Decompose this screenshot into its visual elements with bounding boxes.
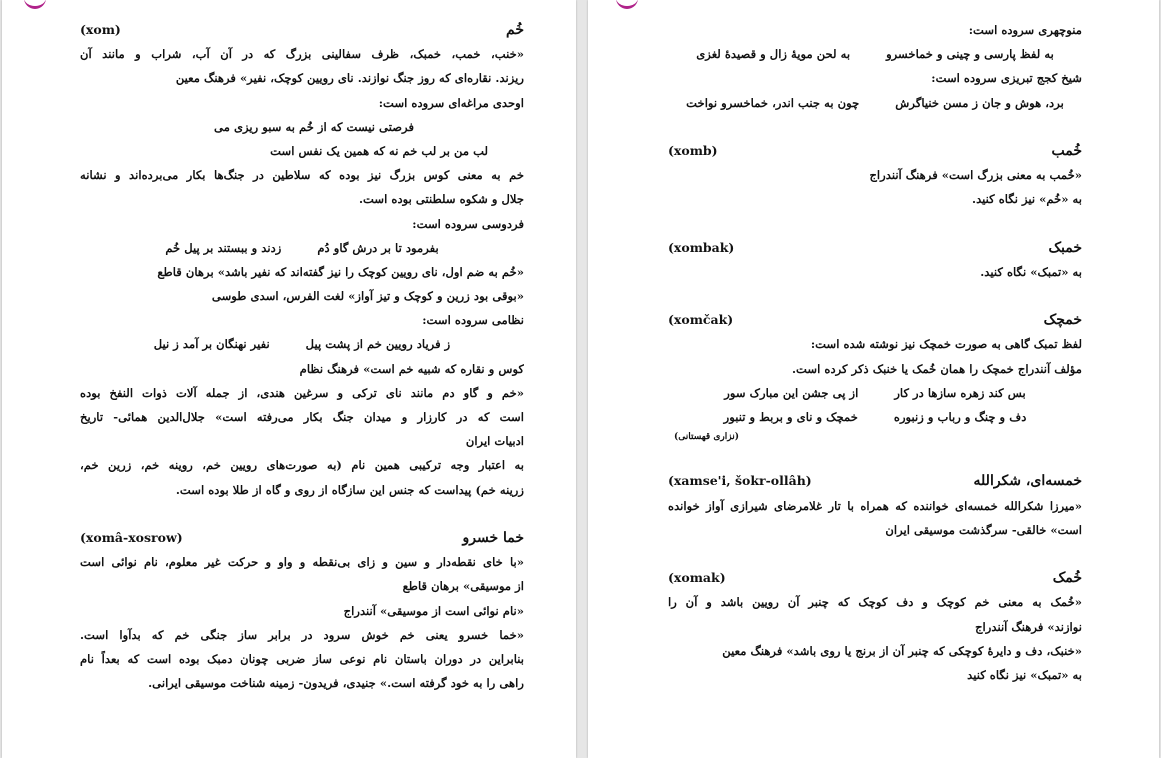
verse-hemistich: بفرمود تا بر درش گاو دُم	[317, 240, 439, 255]
body-line: «میرزا شکرالله خمسه‌ای خواننده که همراه با تار غلامرضای شیرازی آواز خوانده	[668, 498, 1082, 513]
verse-hemistich: به لفظ پارسی و چینی و خماخسرو	[886, 47, 1054, 62]
entry-heading	[668, 308, 1082, 332]
body-line: «خُمک به معنی خم کوچک و دف کوچک که چنبر آن رویین باشد و آن را	[668, 595, 1082, 610]
verse-hemistich: چون به جنب اندر، خماخسرو نواخت	[686, 95, 860, 110]
verse-line: لب من بر لب خم نه که همین یک نفس است	[270, 143, 488, 158]
entry-heading	[668, 236, 1082, 260]
verse-couplet	[668, 91, 1082, 115]
transliteration: (xom)	[80, 22, 121, 37]
body-line: «خنب، خمب، خمبک، ظرف سفالینی بزرگ که در آن آب، شراب و مانند آن	[80, 47, 524, 62]
body-line: شیخ کجج تبریزی سروده است:	[931, 71, 1082, 86]
verse-couplet	[80, 236, 524, 260]
body-line: راهی را به خود گرفته است.» جنیدی، فریدون- زمینه شناخت موسیقی ایرانی.	[148, 676, 524, 691]
entry-heading	[668, 139, 1082, 163]
body-line: است که در کارزار و میدان جنگ بکار می‌رفته است» جلال‌الدین همائی- تاریخ	[80, 410, 524, 424]
transliteration: (xamse'i, šokr-ollâh)	[668, 473, 812, 489]
body-line: «خُمب به معنی بزرگ است» فرهنگ آنندراج	[869, 168, 1082, 183]
body-line: «خم و گاو دم مانند نای ترکی و سرغین هندی، از جمله آلات ذوات النفخ بوده	[80, 385, 524, 400]
transliteration: (xomak)	[668, 570, 726, 586]
headword: خمبک	[1048, 239, 1082, 256]
entry-heading	[668, 566, 1082, 590]
body-line: زرینه خم) پیداست که جنس این سازگاه از روی و گاه از طلا بوده است.	[175, 482, 524, 497]
left-page	[2, 0, 576, 758]
body-line: است» خالقی- سرگذشت موسیقی ایران	[885, 522, 1082, 537]
verse-hemistich: دف و چنگ و رباب و زنبوره	[893, 410, 1027, 424]
transliteration: (xombak)	[668, 239, 735, 255]
body-line: جلال و شکوه سلطنتی بوده است.	[358, 192, 524, 207]
left-page-text	[80, 18, 524, 698]
body-line: «بوقی بود زرین و کوچک و تیز آواز» لغت الفرس، اسدی طوسی	[211, 289, 524, 304]
verse-couplet	[668, 405, 1082, 429]
verse-hemistich: بس کند زهره سازها در کار	[894, 385, 1026, 400]
body-line: «خما خسرو یعنی خم خوش سرود در برابر ساز جنگی خم که بدآوا است.	[80, 627, 524, 642]
entry-heading	[668, 469, 1082, 493]
body-line: ریزند. نقاره‌ای که روز جنگ نوازند. نای رویین کوچک، نفیر» فرهنگ معین	[175, 71, 524, 86]
verse-couplet	[668, 42, 1082, 66]
poet-credit: (نزاری قهستانی)	[674, 432, 739, 443]
verse-hemistich: از پی جشن این مبارک سور	[724, 385, 859, 400]
body-line: خم به معنی کوس بزرگ نیز بوده که سلاطین در جنگ‌ها بکار می‌برده‌اند و نشانه	[80, 168, 524, 183]
page-corner-mark	[24, 0, 46, 9]
body-line: «نام نوائی است از موسیقی» آنندراج	[343, 603, 524, 618]
body-line: اوحدی مراغه‌ای سروده است:	[378, 95, 524, 110]
right-page	[588, 0, 1159, 758]
verse-hemistich: خمچک و نای و بربط و تنبور	[723, 410, 858, 424]
entry-heading	[80, 18, 524, 42]
verse-hemistich: ز فریاد رویین خم از پشت پیل	[305, 337, 451, 352]
body-line: مؤلف آنندراج خمچک را همان خُمک یا خنبک ذکر کرده است.	[792, 361, 1082, 376]
entry-heading	[80, 526, 524, 550]
body-line: نوازند» فرهنگ آنندراج	[975, 619, 1082, 634]
body-line: به «خُم» نیز نگاه کنید.	[972, 192, 1082, 207]
body-line: کوس و نقاره که شبیه خم است» فرهنگ نظام	[299, 361, 524, 376]
verse-hemistich: نفیر نهنگان بر آمد ز نیل	[153, 337, 270, 352]
body-line: لفظ تمبک گاهی به صورت خمچک نیز نوشته شده است:	[810, 337, 1082, 352]
headword: خمسه‌ای، شکرالله	[973, 473, 1082, 490]
body-line: منوچهری سروده است:	[968, 23, 1082, 37]
body-line: بنابراین در دوران باستان نام نوعی ساز ضربی چونان دمبک بوده است که بعداً نام	[80, 651, 524, 666]
headword: خما خسرو	[462, 529, 524, 546]
verse-couplet	[80, 332, 524, 356]
headword: خُمک	[1052, 570, 1082, 587]
body-line: «خُم به ضم اول، نای رویین کوچک را نیز گفته‌اند که نفیر باشد» برهان قاطع	[157, 264, 524, 279]
body-line: نظامی سروده است:	[422, 313, 524, 328]
transliteration: (xomčak)	[668, 312, 734, 328]
body-line: از موسیقی» برهان قاطع	[402, 579, 524, 594]
page-corner-mark	[616, 0, 638, 9]
body-line: به اعتبار وجه ترکیبی همین نام (به صورت‌های رویین خم، روینه خم، زرین خم،	[80, 458, 524, 473]
right-page-text	[668, 18, 1082, 698]
headword: خُمب	[1051, 142, 1082, 159]
body-line: به «تمبک» نگاه کنید.	[980, 264, 1082, 279]
body-line: «با خای نقطه‌دار و سین و زای بی‌نقطه و واو و حرکت غیر معلوم، نام نوائی است	[80, 555, 524, 570]
verse-hemistich: به لحن مویهٔ زال و قصیدهٔ لغزی	[696, 47, 851, 62]
transliteration: (xomb)	[668, 142, 718, 158]
transliteration: (xomâ-xosrow)	[80, 529, 183, 545]
body-line: فردوسی سروده است:	[412, 216, 524, 231]
verse-hemistich: برد، هوش و جان ز مسن خنیاگرش	[895, 95, 1064, 110]
verse-couplet	[668, 381, 1082, 405]
verse-hemistich: زدند و ببستند بر پیل خُم	[165, 240, 282, 255]
verse-line: فرصتی نیست که از خُم به سبو ریزی می	[214, 119, 414, 134]
headword: خُم	[506, 22, 524, 38]
body-line: به «تمبک» نیز نگاه کنید	[967, 667, 1082, 682]
headword: خمچک	[1043, 312, 1082, 329]
body-line: «خنبک، دف و دایرهٔ کوچکی که چنبر آن از برنج یا روی باشد» فرهنگ معین	[722, 643, 1082, 658]
body-line: ادبیات ایران	[465, 434, 524, 449]
